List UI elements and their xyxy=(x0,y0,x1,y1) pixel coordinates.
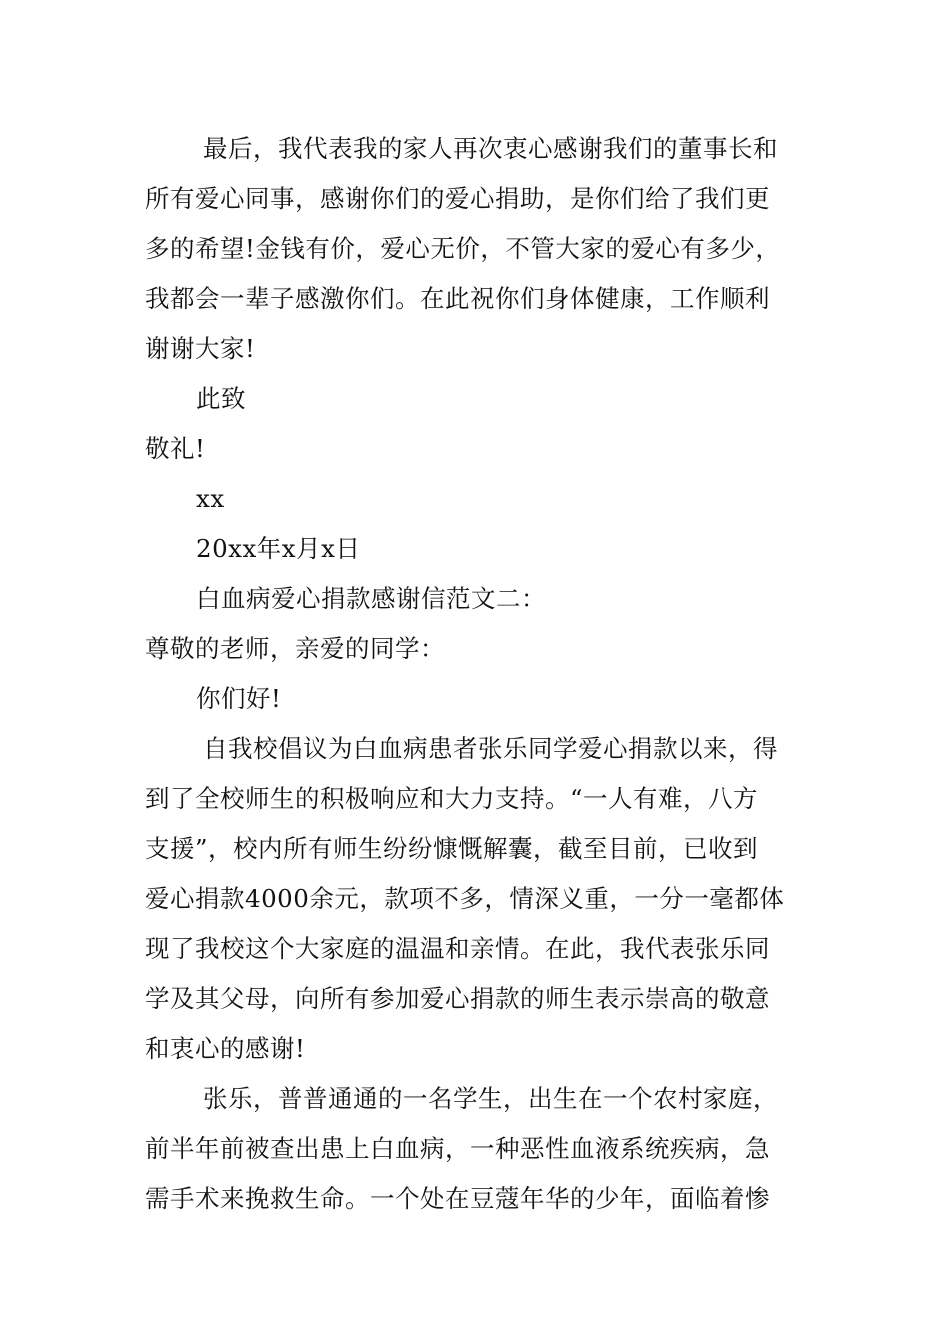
text-line: 多的希望!金钱有价，爱心无价，不管大家的爱心有多少， xyxy=(145,234,781,263)
text-line: 谢谢大家! xyxy=(145,334,256,363)
text-line: 前半年前被查出患上白血病，一种恶性血液系统疾病，急 xyxy=(145,1134,770,1163)
section-title: 白血病爱心捐款感谢信范文二： xyxy=(196,584,546,613)
greeting: 你们好! xyxy=(196,684,282,713)
text-line: 需手术来挽救生命。一个处在豆蔻年华的少年，面临着惨 xyxy=(145,1184,770,1213)
text-line: 学及其父母，向所有参加爱心捐款的师生表示崇高的敬意 xyxy=(145,984,770,1013)
salutation: 尊敬的老师，亲爱的同学： xyxy=(145,634,445,663)
text-line: 到了全校师生的积极响应和大力支持。“一人有难，八方 xyxy=(145,784,759,813)
text-line: 所有爱心同事，感谢你们的爱心捐助，是你们给了我们更 xyxy=(145,184,770,213)
text-line: 我都会一辈子感激你们。在此祝你们身体健康，工作顺利 xyxy=(145,284,770,313)
text-line: 自我校倡议为白血病患者张乐同学爱心捐款以来，得 xyxy=(203,734,778,763)
closing-line: 敬礼! xyxy=(145,434,206,463)
text-line: 支援”，校内所有师生纷纷慷慨解囊，截至目前，已收到 xyxy=(145,834,759,863)
text-line: 爱心捐款4000余元，款项不多，情深义重，一分一毫都体 xyxy=(145,884,785,913)
text-line: 现了我校这个大家庭的温温和亲情。在此，我代表张乐同 xyxy=(145,934,770,963)
text-line: 和衷心的感谢! xyxy=(145,1034,306,1063)
text-line: 张乐，普普通通的一名学生，出生在一个农村家庭， xyxy=(203,1084,778,1113)
signature: xx xyxy=(196,484,225,513)
closing-line: 此致 xyxy=(196,384,246,413)
text-line: 最后，我代表我的家人再次衷心感谢我们的董事长和 xyxy=(203,134,778,163)
date: 20xx年x月x日 xyxy=(196,534,361,563)
